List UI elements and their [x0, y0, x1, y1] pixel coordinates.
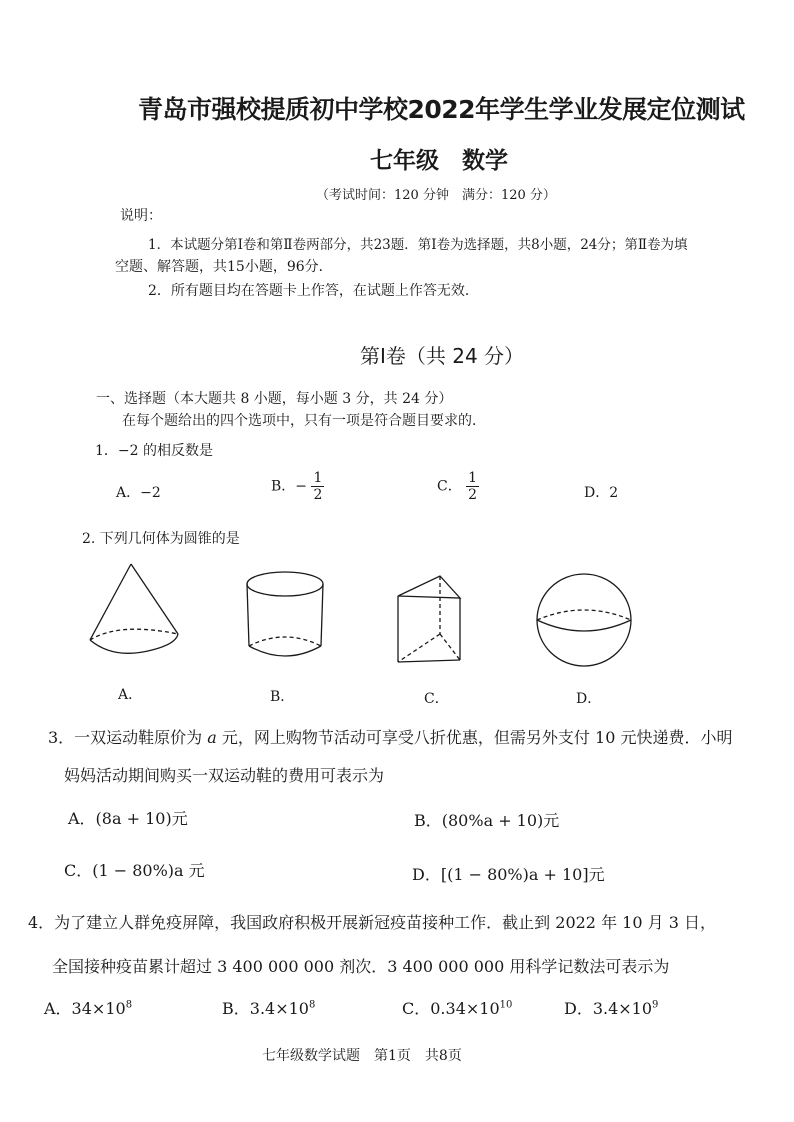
q2-stem: 2. 下列几何体为圆锥的是: [82, 531, 240, 547]
q3-stem-variable: a: [207, 728, 217, 747]
q3-stem-line2: 妈妈活动期间购买一双运动鞋的费用可表示为: [64, 766, 385, 785]
page-subtitle: 七年级 数学: [370, 148, 508, 174]
q1-option-d: D．2: [584, 485, 619, 501]
part1-title: 第Ⅰ卷（共 24 分）: [360, 344, 525, 368]
prism-icon: [392, 570, 472, 670]
q1-b-numerator: 1: [313, 470, 323, 486]
page-footer: 七年级数学试题 第1页 共8页: [262, 1048, 462, 1064]
q4-b-exponent: 8: [308, 999, 316, 1011]
instructions-heading: 说明：: [120, 208, 162, 224]
cone-icon: [84, 560, 184, 660]
q3-stem-line1: [48, 725, 732, 748]
section-heading: 一、选择题（本大题共 8 小题，每小题 3 分，共 24 分）: [96, 391, 453, 407]
q4-stem-line2: 全国接种疫苗累计超过 3 400 000 000 剂次．3 400 000 000 用科学记数法可表示为: [52, 957, 670, 976]
q2-option-b: B．: [270, 689, 295, 705]
instruction-1-line2: 空题、解答题，共15小题，96分．: [115, 259, 333, 275]
q3-stem-part1: 3．一双运动鞋原价为: [48, 728, 203, 747]
page-title: 青岛市强校提质初中学校2022年学生学业发展定位测试: [138, 95, 745, 124]
q4-a-exponent: 8: [125, 999, 133, 1011]
q3-stem-part2: 元，网上购物节活动可享受八折优惠，但需另外支付 10 元快递费．小明: [221, 728, 733, 747]
q4-stem-line1: 4．为了建立人群免疫屏障，我国政府积极开展新冠疫苗接种工作．截止到 2022 年 10 月 3 日，: [28, 913, 716, 932]
q1-option-c-prefix: C．: [437, 478, 462, 495]
q4-d-exponent: 9: [652, 999, 659, 1011]
q1-b-denominator: 2: [313, 487, 323, 503]
q1-c-numerator: 1: [468, 470, 478, 486]
q4-option-a: [44, 996, 132, 1019]
q4-option-d: [564, 996, 658, 1019]
q4-c-exponent: 10: [499, 999, 513, 1011]
q1-option-b: [271, 470, 324, 503]
q4-c-base: C．0.34×10: [402, 999, 500, 1018]
q4-a-base: A．34×10: [44, 999, 126, 1018]
q3-option-b: B．(80%a + 10)元: [414, 811, 560, 830]
q4-b-base: B．3.4×10: [222, 999, 309, 1018]
q1-option-b-prefix: B．−: [271, 478, 308, 495]
q3-option-c: C．(1 − 80%)a 元: [64, 861, 205, 880]
q4-option-c: [402, 996, 512, 1019]
q2-option-d: D．: [576, 691, 602, 707]
section-note: 在每个题给出的四个选项中，只有一项是符合题目要求的．: [122, 413, 486, 429]
q1-stem: 1．−2 的相反数是: [95, 443, 213, 459]
q1-option-b-fraction: [311, 470, 324, 503]
cylinder-icon: [242, 568, 332, 668]
q2-option-a: A．: [118, 687, 143, 703]
q2-option-c: C．: [424, 691, 449, 707]
q1-c-denominator: 2: [468, 487, 478, 503]
instruction-1-line1: 1．本试题分第Ⅰ卷和第Ⅱ卷两部分，共23题．第Ⅰ卷为选择题，共8小题，24分；第Ⅱ卷为填: [148, 237, 688, 253]
q1-option-c-fraction: [466, 470, 479, 503]
q4-d-base: D．3.4×10: [564, 999, 653, 1018]
q3-option-a: A．(8a + 10)元: [68, 809, 188, 828]
q4-option-b: [222, 996, 315, 1019]
sphere-icon: [534, 570, 634, 670]
q1-option-c: [437, 470, 479, 503]
q1-option-a: A．−2: [116, 485, 161, 501]
q3-option-d: D．[(1 − 80%)a + 10]元: [412, 865, 605, 884]
exam-info: （考试时间：120 分钟 满分：120 分）: [316, 188, 556, 203]
instruction-2: 2．所有题目均在答题卡上作答，在试题上作答无效．: [148, 283, 479, 299]
